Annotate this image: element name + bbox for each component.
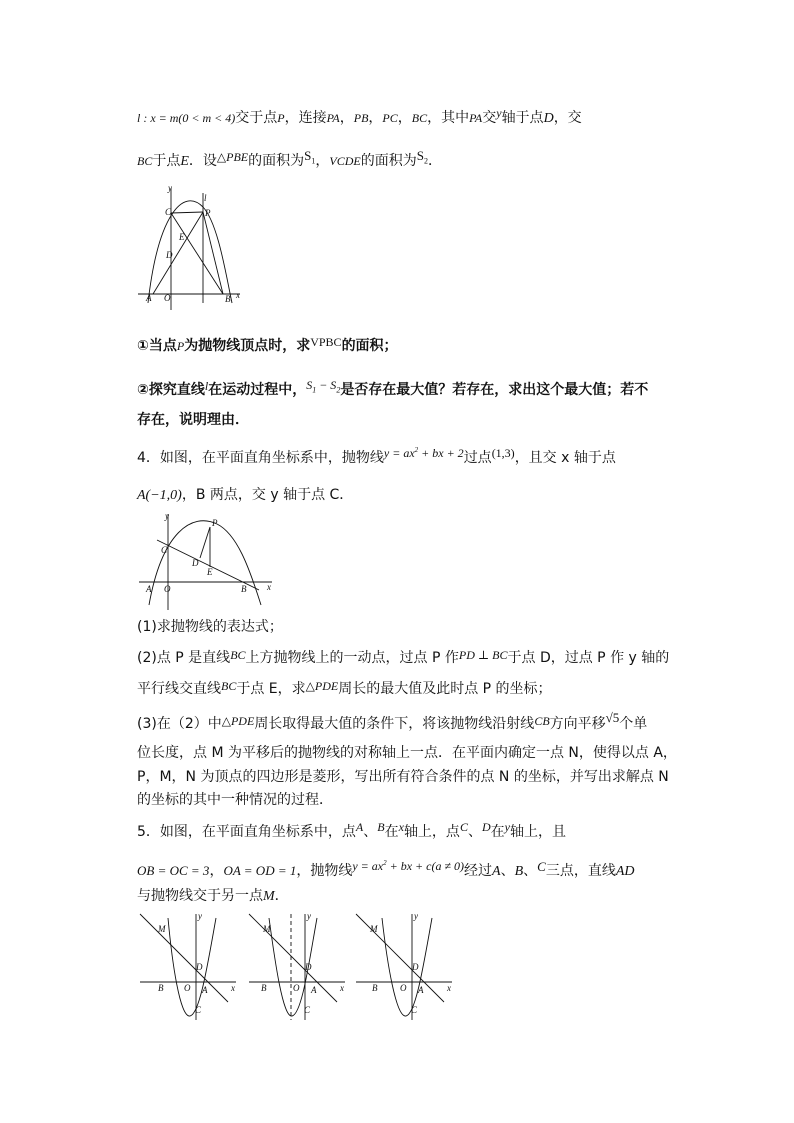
math-var: y	[504, 820, 510, 834]
text: ．	[427, 153, 442, 169]
label-a: A	[146, 293, 152, 303]
text: ，	[368, 110, 383, 126]
math-var: D	[543, 111, 554, 126]
segment-pd	[200, 527, 210, 558]
math-expr: y = ax	[352, 859, 384, 873]
math-expr: + bx + 2	[418, 446, 464, 460]
text: 轴上，且	[509, 824, 566, 840]
math-var: P	[277, 111, 285, 125]
text: 的面积为	[248, 153, 305, 169]
math-var: C	[459, 820, 468, 834]
text: ②探究直线	[137, 382, 205, 398]
text: 上方抛物线上的一动点，过点 P 作	[245, 650, 459, 666]
math-var: M	[263, 889, 275, 904]
math-expr: VCDE	[329, 154, 361, 168]
math-expr: + bx + c(a ≠ 0)	[386, 859, 465, 873]
math-expr: △PBE	[216, 150, 249, 164]
parabola	[168, 918, 216, 1016]
math-var: y	[496, 106, 502, 120]
label-b: B	[225, 294, 231, 304]
math-var: BC	[137, 154, 153, 168]
math-var: BC	[230, 648, 246, 662]
label-b: B	[158, 983, 164, 993]
q3-part-2	[137, 380, 648, 405]
label-d: D	[192, 558, 199, 568]
math-var: l	[204, 379, 209, 393]
math-symbol: S	[416, 148, 424, 163]
segment-bc	[171, 213, 223, 294]
q5-figure-1	[138, 912, 238, 1022]
text: ，抛物线	[296, 863, 353, 879]
label-y: y	[165, 511, 169, 521]
math-var: CB	[534, 714, 550, 728]
q4-part-3	[137, 710, 648, 734]
math-var: C	[537, 859, 546, 874]
text: ，其中	[427, 110, 470, 126]
text: 在运动过程中，	[208, 382, 307, 398]
math-symbol: S	[304, 148, 312, 163]
math-var: BC	[221, 679, 237, 693]
label-y: y	[414, 911, 418, 921]
text: 经过	[464, 863, 493, 879]
text: 周长的最大值及此时点 P 的坐标；	[338, 681, 552, 697]
label-x: x	[340, 983, 344, 993]
q5-line-3	[137, 886, 289, 907]
q3-figure	[138, 185, 248, 315]
label-p: P	[205, 208, 211, 218]
math-var: A	[492, 864, 501, 879]
label-b: B	[372, 983, 378, 993]
superscript: 2	[414, 446, 419, 454]
math-expr	[306, 378, 341, 395]
text: 三点，直线	[545, 863, 616, 879]
math-var	[416, 148, 428, 166]
label-o: O	[164, 584, 171, 594]
text: 于点 D，过点 P 作 y 轴的	[507, 650, 670, 666]
math-expr: △PDE	[305, 679, 339, 693]
text: 的面积为	[360, 153, 417, 169]
label-y: y	[198, 911, 202, 921]
math-var: PC	[382, 111, 398, 125]
text: ，且交 x 轴于点	[514, 450, 616, 466]
text: 、	[467, 824, 482, 840]
math-symbol: − S	[316, 378, 337, 392]
text: 轴上，点	[403, 824, 460, 840]
text: ．设	[188, 153, 217, 169]
label-o: O	[400, 983, 407, 993]
text: 轴于点	[501, 110, 544, 126]
q4-part-1: (1)求抛物线的表达式；	[137, 619, 283, 635]
text: (3)在（2）中	[137, 716, 222, 732]
text: 、	[523, 863, 538, 879]
math-var: B	[514, 864, 524, 879]
text: 个单	[619, 716, 648, 732]
line-bc	[157, 540, 259, 590]
label-e: E	[207, 567, 213, 577]
math-var: BC	[411, 111, 428, 125]
label-a: A	[202, 985, 208, 995]
label-c: C	[195, 1005, 202, 1015]
math-var: E	[180, 154, 189, 169]
text: ，	[397, 110, 412, 126]
math-var: PA	[326, 111, 340, 125]
text: 4．如图，在平面直角坐标系中，抛物线	[137, 450, 384, 466]
parabola-equation	[384, 446, 464, 460]
text: 与抛物线交于另一点	[137, 888, 263, 904]
label-c: C	[411, 1005, 418, 1015]
math-expr: VPBC	[310, 335, 342, 349]
text: 于点	[152, 153, 181, 169]
superscript: 2	[383, 859, 387, 867]
label-a: A	[311, 985, 317, 995]
math-var: PA	[469, 111, 483, 125]
text: ，连接	[284, 110, 327, 126]
label-d: D	[305, 962, 312, 972]
label-a: A	[418, 985, 424, 995]
label-x: x	[447, 983, 451, 993]
label-b: B	[241, 584, 247, 594]
text: ，	[315, 153, 330, 169]
q4-part-3-cont-1: 位长度，点 M 为平移后的抛物线的对称轴上一点．在平面内确定一点 N，使得以点 A，	[137, 745, 677, 761]
label-d: D	[166, 250, 173, 260]
label-d: D	[412, 962, 419, 972]
math-var: AD	[615, 864, 635, 879]
label-m: M	[158, 924, 166, 934]
math-var: A	[355, 820, 364, 834]
q5-figure-2	[247, 912, 347, 1022]
text: 平行线交直线	[137, 681, 221, 697]
q3-line-1	[137, 108, 582, 129]
label-y: y	[168, 183, 172, 193]
label-c: C	[304, 1005, 311, 1015]
math-var: D	[481, 820, 491, 834]
math-var: PB	[353, 111, 369, 125]
text: 过点	[463, 450, 492, 466]
text: 在	[490, 824, 505, 840]
label-e: E	[179, 232, 185, 242]
q4-part-3-cont-3: 的坐标的其中一种情况的过程．	[137, 792, 333, 808]
text: ．	[274, 888, 289, 904]
text: (2)点 P 是直线	[137, 650, 231, 666]
subscript: 2	[423, 156, 428, 166]
q5-line-2	[137, 858, 635, 882]
text: 为抛物线顶点时，求	[184, 338, 311, 354]
text: ①当点	[137, 338, 177, 354]
subscript: 1	[311, 156, 316, 166]
label-d: D	[196, 962, 203, 972]
q4-part-2	[137, 648, 669, 668]
text: 5．如图，在平面直角坐标系中，点	[137, 824, 356, 840]
math-expr: △PDE	[221, 714, 255, 728]
parabola-equation	[352, 859, 464, 873]
label-x: x	[267, 582, 271, 592]
text: ，B 两点，交 y 轴于点 C．	[181, 487, 354, 503]
label-o: O	[293, 983, 300, 993]
q3-part-1	[137, 336, 398, 356]
label-m: M	[370, 924, 378, 934]
math-var: x	[398, 820, 404, 834]
math-expr: OB = OC = 3	[137, 863, 210, 878]
q5-line-1	[137, 822, 566, 842]
text: 、	[363, 824, 378, 840]
math-expr: PD ⊥ BC	[458, 648, 508, 662]
math-expr: y = ax	[383, 446, 415, 460]
text: ，	[209, 863, 224, 879]
text: 在	[384, 824, 399, 840]
parabola	[382, 918, 432, 1016]
q3-line-equation: l : x = m(0 < m < 4)	[137, 111, 236, 125]
text: ，交	[553, 110, 582, 126]
math-symbol: S	[306, 378, 313, 392]
subscript: 2	[336, 385, 341, 395]
label-a: A	[146, 584, 152, 594]
label-l: l	[204, 193, 207, 203]
label-b: B	[261, 983, 267, 993]
text: 、	[500, 863, 515, 879]
label-x: x	[231, 983, 235, 993]
label-y: y	[307, 911, 311, 921]
text: 是否存在最大值？若存在，求出这个最大值；若不	[340, 382, 649, 398]
text: 的面积；	[341, 338, 398, 354]
label-p: P	[212, 518, 218, 528]
q4-part-3-cont-2: P，M，N 为顶点的四边形是菱形，写出所有符合条件的点 N 的坐标，并写出求解点 N	[137, 769, 669, 785]
text: 方向平移	[549, 716, 606, 732]
label-c: C	[161, 545, 168, 555]
math-expr: √5	[605, 710, 620, 725]
q4-figure	[137, 512, 272, 612]
math-var: P	[176, 339, 185, 353]
math-expr: OA = OD = 1	[223, 863, 297, 878]
label-o: O	[164, 293, 171, 303]
text: 交于点	[235, 110, 278, 126]
q4-line-2	[137, 485, 353, 506]
point-coordinates: (1,3)	[491, 446, 515, 460]
label-x: x	[236, 290, 240, 300]
text: 周长取得最大值的条件下，将该抛物线沿射线	[254, 716, 535, 732]
label-m: M	[263, 924, 271, 934]
segment-pc	[171, 212, 203, 213]
math-var: B	[377, 820, 385, 834]
label-o: O	[184, 983, 191, 993]
q4-line-1	[137, 445, 616, 468]
text: ，	[339, 110, 354, 126]
point-coordinates: A(−1,0)	[137, 488, 182, 503]
q5-figure-3	[354, 912, 454, 1022]
math-var	[304, 148, 316, 166]
subscript: 1	[312, 385, 317, 395]
q3-part-2-cont: 存在，说明理由．	[137, 412, 249, 428]
text: 于点 E，求	[236, 681, 306, 697]
q3-line-2	[137, 148, 442, 177]
q4-part-2-cont	[137, 679, 552, 699]
text: 交	[482, 110, 497, 126]
label-c: C	[165, 207, 172, 217]
